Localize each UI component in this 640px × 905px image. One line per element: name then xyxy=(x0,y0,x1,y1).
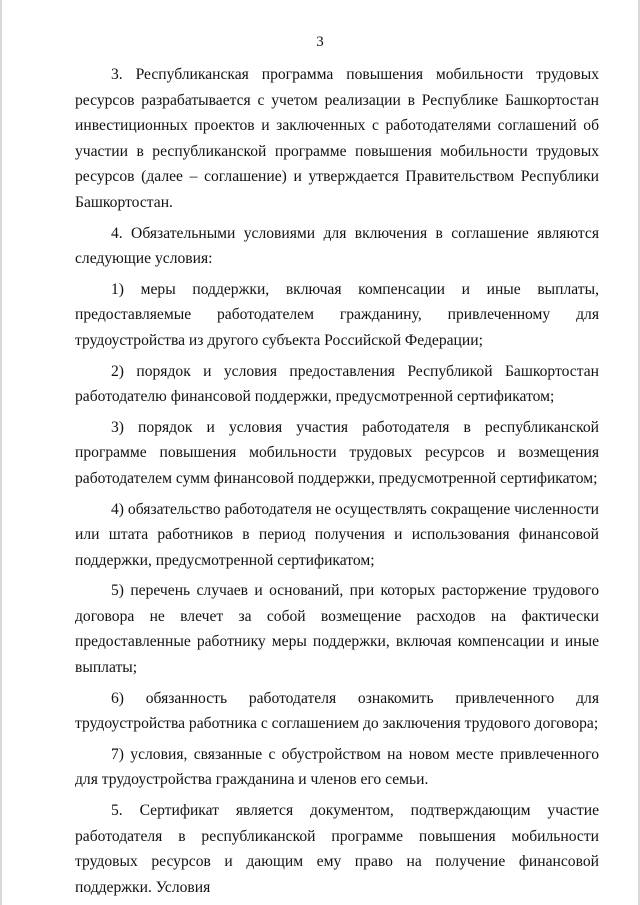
paragraph-item-3: 3. Республиканская программа повышения мобильности трудовых ресурсов разрабатывается с учетом реализации в Республике Башкортостан инвестиционных проектов и заключенных с работодателями соглашений об участии в республиканской программе повышения мобильности трудовых ресурсов (далее – соглашение) и утверждается Правительством Республики Башкортостан. xyxy=(75,66,599,211)
paragraph-item-4: 4. Обязательными условиями для включения в соглашение являются следующие условия: xyxy=(75,224,599,268)
document-body xyxy=(75,62,599,901)
condition-6: 6) обязанность работодателя ознакомить привлеченного для трудоустройства работника с соглашением до заключения трудового договора; xyxy=(75,689,599,733)
condition-1: 1) меры поддержки, включая компенсации и иные выплаты, предоставляемые работодателем гражданину, привлеченному для трудоустройства из другого субъекта Российской Федерации; xyxy=(75,280,599,349)
page-number: 3 xyxy=(316,34,324,50)
condition-5: 5) перечень случаев и оснований, при которых расторжение трудового договора не влечет за собой возмещение расходов на фактически предоставленные работнику меры поддержки, включая компенсации и иные выплаты; xyxy=(75,582,599,677)
condition-7: 7) условия, связанные с обустройством на новом месте привлеченного для трудоустройства гражданина и членов его семьи. xyxy=(75,745,599,789)
condition-3: 3) порядок и условия участия работодателя в республиканской программе повышения мобильности трудовых ресурсов и возмещения работодателем сумм финансовой поддержки, предусмотренной сертификатом; xyxy=(75,418,599,487)
condition-4: 4) обязательство работодателя не осуществлять сокращение численности или штата работников в период получения и использования финансовой поддержки, предусмотренной сертификатом; xyxy=(75,500,599,569)
condition-2: 2) порядок и условия предоставления Республикой Башкортостан работодателю финансовой поддержки, предусмотренной сертификатом; xyxy=(75,362,599,406)
paragraph-item-5: 5. Сертификат является документом, подтверждающим участие работодателя в республиканской программе повышения мобильности трудовых ресурсов и дающим ему право на получение финансовой поддержки. Условия xyxy=(75,802,599,896)
